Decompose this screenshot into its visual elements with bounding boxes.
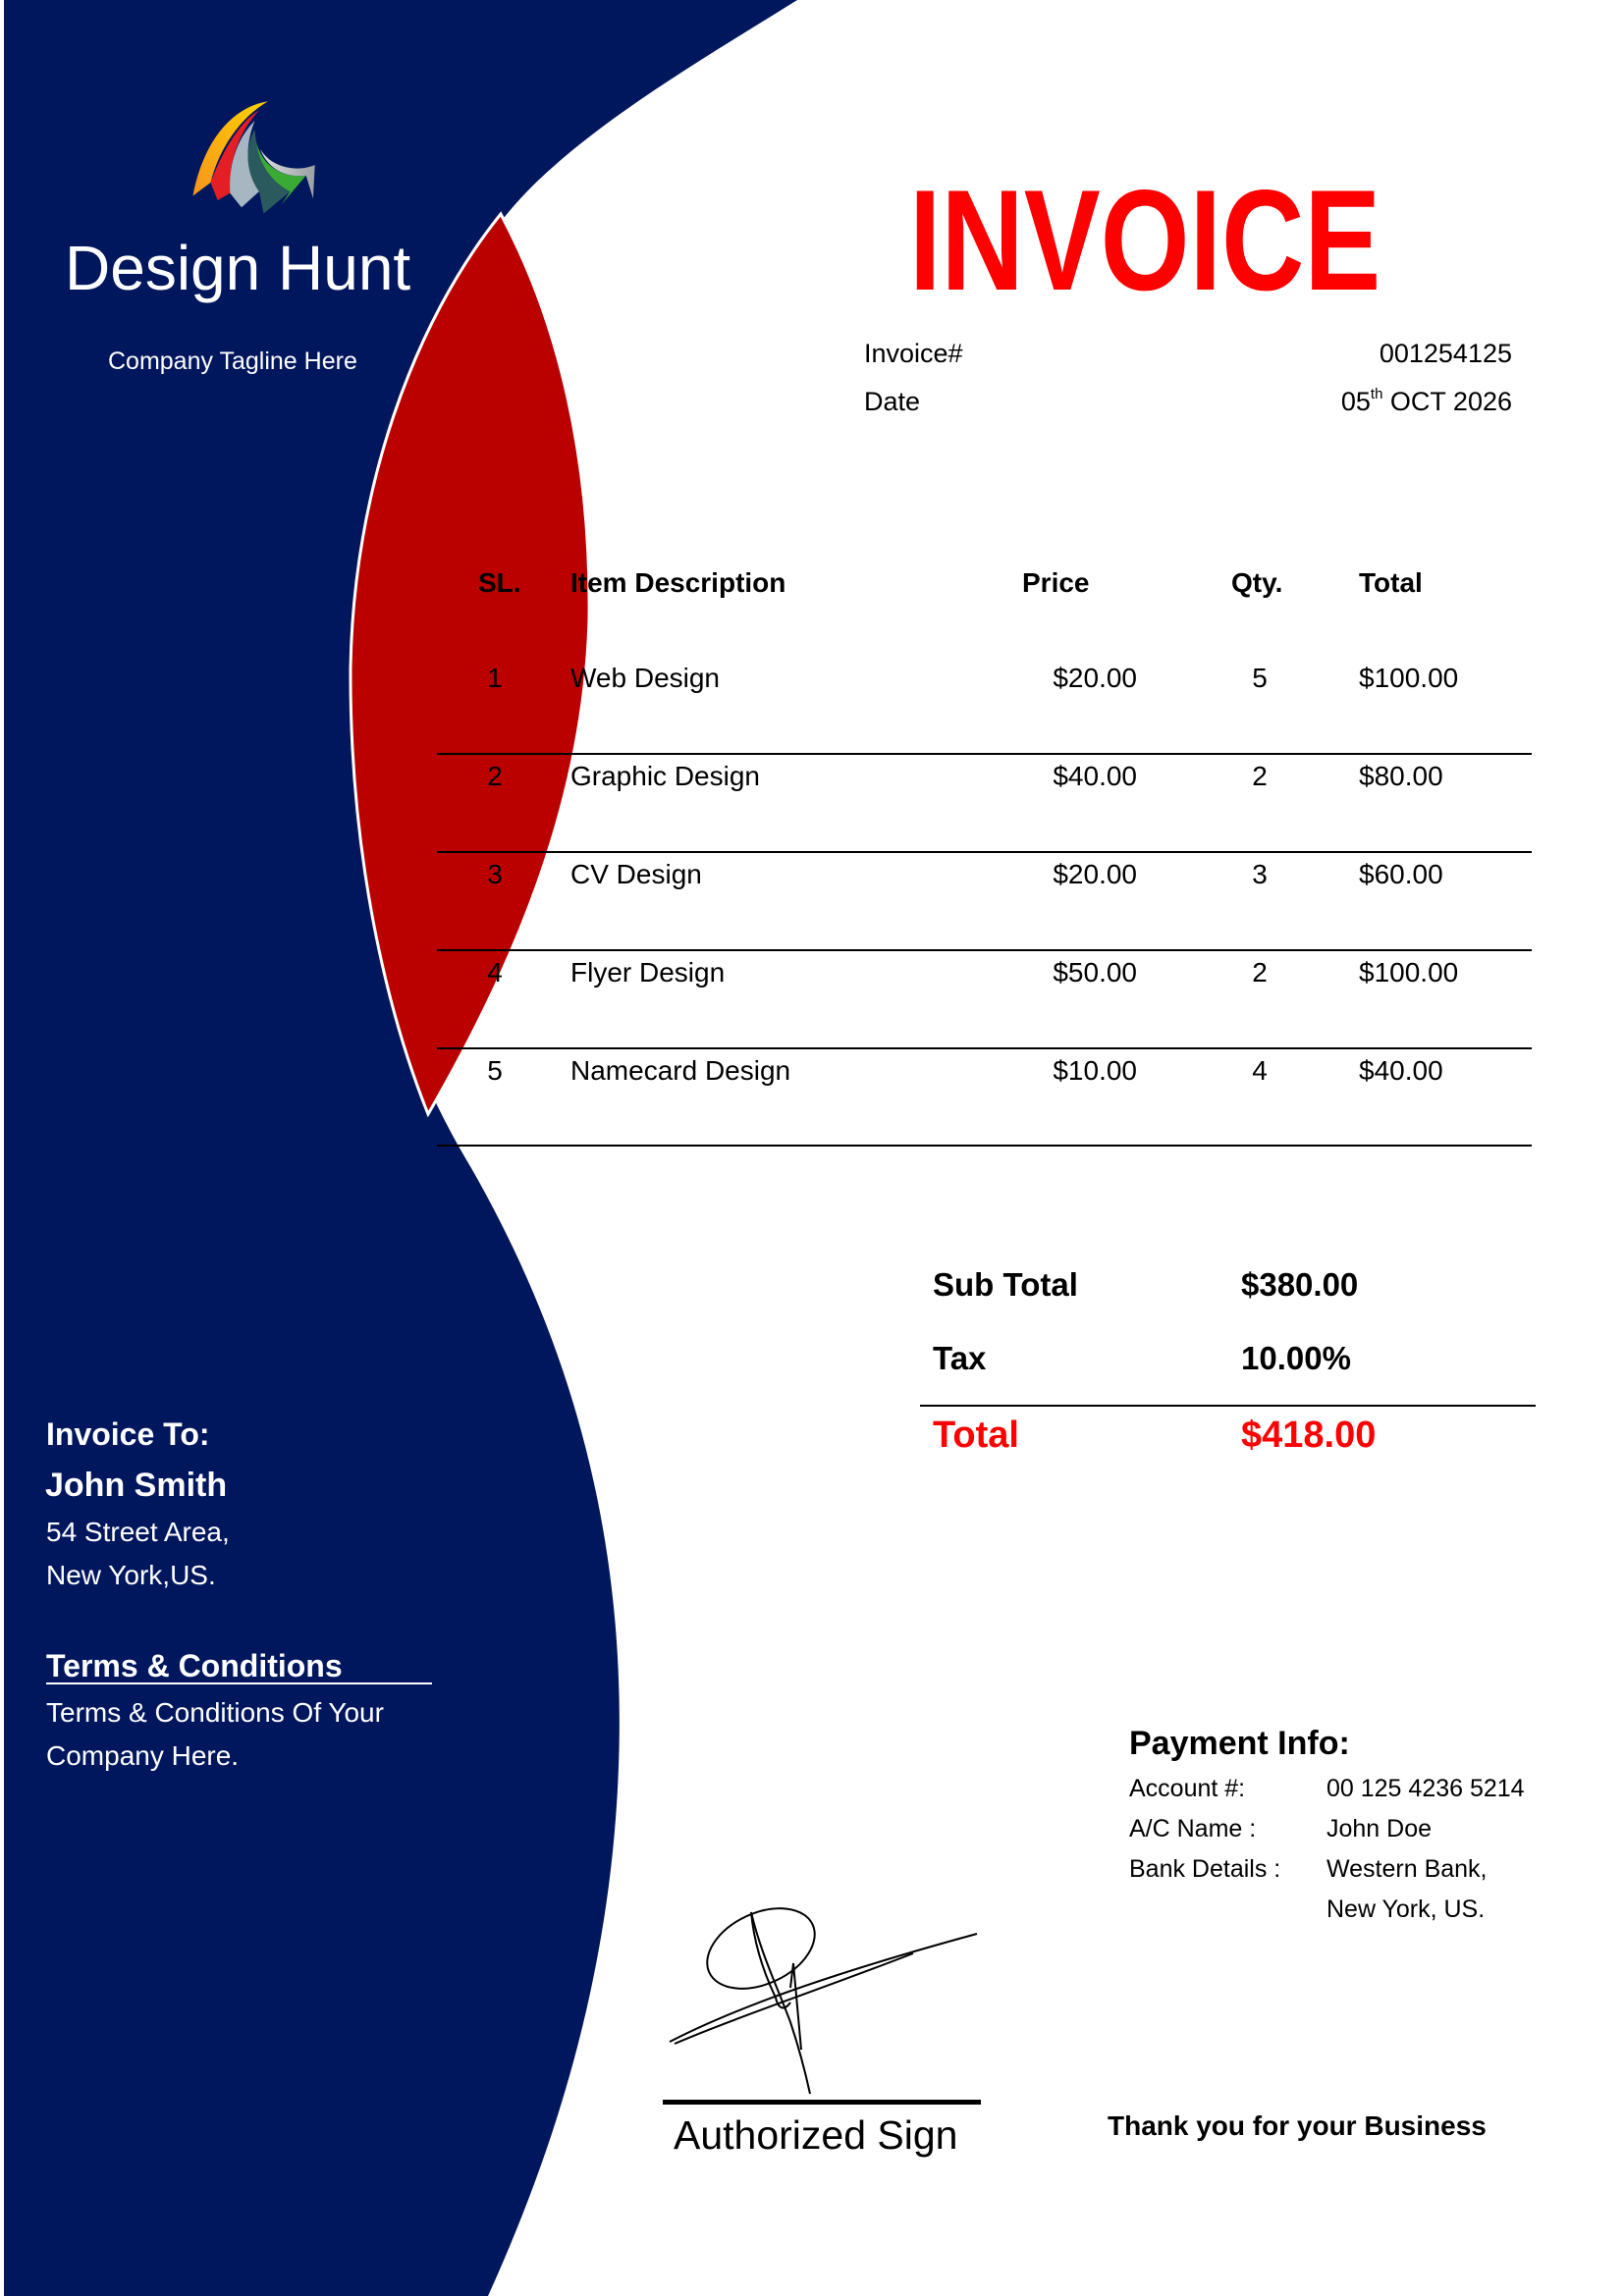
column-header-qty: Qty. [1231, 567, 1283, 598]
row-price: $20.00 [1053, 859, 1137, 889]
company-tagline: Company Tagline Here [108, 347, 357, 375]
subtotal-value: $380.00 [1241, 1266, 1359, 1303]
payment-value-ac-name: John Doe [1326, 1815, 1433, 1842]
grand-total-value: $418.00 [1241, 1415, 1377, 1456]
row-qty: 2 [1252, 761, 1268, 791]
row-description: Flyer Design [570, 957, 726, 988]
terms-underline [46, 1682, 432, 1684]
row-divider [437, 753, 1532, 755]
row-total: $80.00 [1359, 761, 1443, 791]
row-price: $50.00 [1053, 957, 1137, 988]
tax-label: Tax [933, 1340, 987, 1376]
customer-name: John Smith [45, 1467, 228, 1504]
row-sl: 1 [487, 663, 503, 693]
row-description: Web Design [570, 663, 721, 693]
row-sl: 2 [487, 761, 503, 791]
row-divider [437, 1047, 1532, 1049]
payment-heading: Payment Info: [1129, 1725, 1350, 1762]
row-divider [437, 851, 1532, 853]
row-qty: 3 [1252, 859, 1268, 889]
terms-heading: Terms & Conditions [46, 1648, 343, 1683]
row-qty: 4 [1252, 1055, 1268, 1086]
row-qty: 2 [1252, 957, 1268, 988]
payment-value-bank: Western Bank, [1326, 1855, 1488, 1883]
row-divider [437, 1145, 1532, 1147]
payment-value-bank-location: New York, US. [1326, 1896, 1486, 1923]
row-divider [437, 949, 1532, 951]
handwritten-signature-icon [668, 1904, 1001, 2101]
column-header-price: Price [1022, 567, 1090, 598]
grand-total-label: Total [933, 1415, 1019, 1456]
subtotal-label: Sub Total [933, 1266, 1078, 1303]
date-day: 05 [1340, 387, 1371, 416]
summary-divider [920, 1405, 1536, 1407]
date-label: Date [864, 387, 921, 416]
row-total: $40.00 [1359, 1055, 1443, 1086]
tax-value: 10.00% [1241, 1340, 1351, 1376]
invoice-number-value: 001254125 [1379, 339, 1512, 368]
column-header-sl: SL. [478, 567, 521, 598]
row-description: CV Design [570, 859, 702, 889]
payment-label-ac-name: A/C Name : [1129, 1815, 1257, 1842]
row-price: $10.00 [1053, 1055, 1137, 1086]
swoosh-ribbons-logo-icon [175, 94, 317, 227]
terms-text-line1: Terms & Conditions Of Your [46, 1697, 384, 1728]
customer-address-line1: 54 Street Area, [46, 1517, 230, 1547]
payment-label-account: Account #: [1129, 1775, 1246, 1802]
thank-you-message: Thank you for your Business [1108, 2110, 1487, 2141]
invoice-number-label: Invoice# [864, 339, 963, 368]
row-description: Namecard Design [570, 1055, 791, 1086]
payment-value-account: 00 125 4236 5214 [1326, 1775, 1525, 1802]
signature-caption: Authorized Sign [674, 2112, 958, 2158]
invoice-title: INVOICE [909, 160, 1381, 320]
row-total: $60.00 [1359, 859, 1443, 889]
bill-to-heading: Invoice To: [46, 1416, 210, 1452]
terms-text-line2: Company Here. [46, 1740, 240, 1771]
row-total: $100.00 [1359, 957, 1459, 988]
row-qty: 5 [1252, 663, 1268, 693]
payment-label-bank: Bank Details : [1129, 1855, 1281, 1883]
column-header-total: Total [1359, 567, 1423, 598]
row-price: $20.00 [1053, 663, 1137, 693]
signature-line [663, 2100, 981, 2105]
company-name: Design Hunt [65, 233, 411, 303]
date-suffix: th [1370, 386, 1383, 402]
row-description: Graphic Design [570, 761, 760, 791]
column-header-description: Item Description [570, 567, 786, 598]
customer-address-line2: New York,US. [46, 1560, 216, 1590]
row-total: $100.00 [1359, 663, 1459, 693]
row-sl: 4 [487, 957, 503, 988]
row-sl: 5 [487, 1055, 503, 1086]
date-value [1341, 387, 1512, 417]
row-price: $40.00 [1053, 761, 1137, 791]
row-sl: 3 [487, 859, 503, 889]
date-month-year: OCT 2026 [1382, 387, 1512, 416]
